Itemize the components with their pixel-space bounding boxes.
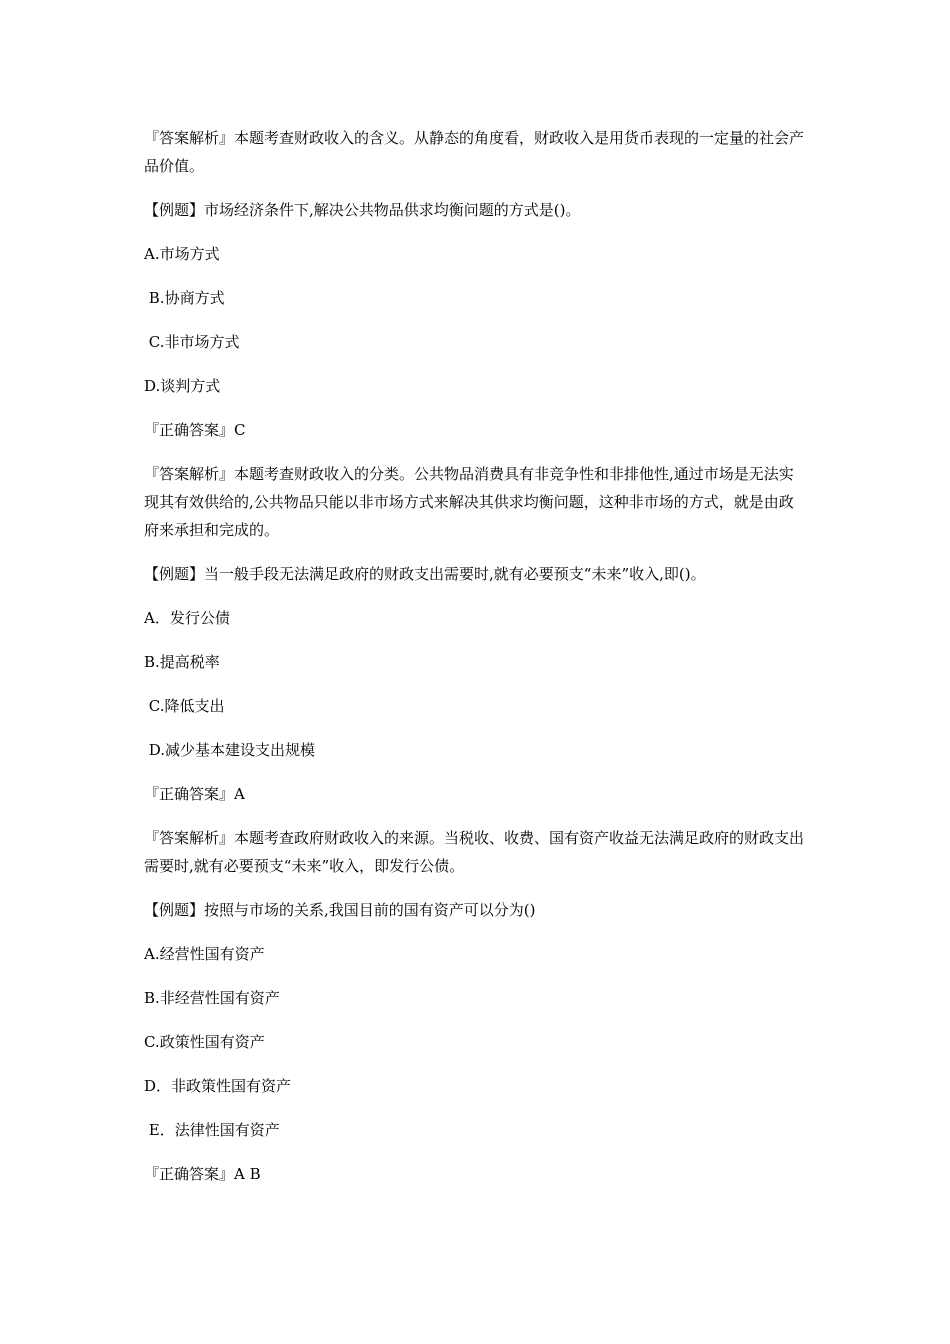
option-a-1: A.市场方式 (144, 245, 220, 263)
example-question-1: 【例题】市场经济条件下,解决公共物品供求均衡问题的方式是()。 (144, 201, 581, 219)
example-question-3: 【例题】按照与市场的关系,我国目前的国有资产可以分为() (144, 901, 536, 919)
option-d-1: D.谈判方式 (144, 377, 221, 395)
document-page (144, 124, 808, 1204)
option-c-3: C.政策性国有资产 (144, 1033, 265, 1051)
correct-answer-3: 『正确答案』A B (144, 1165, 261, 1183)
option-a-3: A.经营性国有资产 (144, 945, 265, 963)
correct-answer-2: 『正确答案』A (144, 785, 245, 803)
option-e-3: E．法律性国有资产 (144, 1121, 280, 1139)
answer-explanation-2: 『答案解析』本题考查财政收入的分类。公共物品消费具有非竞争性和非排他性,通过市场是无法实现其有效供给的,公共物品只能以非市场方式来解决其供求均衡问题，这种非市场的方式，就是由政府来承担和完成的。 (144, 465, 794, 539)
correct-answer-1: 『正确答案』C (144, 421, 246, 439)
option-d-3: D．非政策性国有资产 (144, 1077, 292, 1095)
example-question-2: 【例题】当一般手段无法满足政府的财政支出需要时,就有必要预支“未来”收入,即()。 (144, 565, 706, 583)
option-b-1: B.协商方式 (144, 289, 225, 307)
option-c-1: C.非市场方式 (144, 333, 240, 351)
option-a-2: A．发行公债 (144, 609, 230, 627)
option-b-2: B.提高税率 (144, 653, 220, 671)
answer-explanation-3: 『答案解析』本题考查政府财政收入的来源。当税收、收费、国有资产收益无法满足政府的财政支出需要时,就有必要预支“未来”收入，即发行公债。 (144, 829, 805, 875)
answer-explanation-1: 『答案解析』本题考查财政收入的含义。从静态的角度看，财政收入是用货币表现的一定量的社会产品价值。 (144, 129, 805, 175)
option-b-3: B.非经营性国有资产 (144, 989, 280, 1007)
option-d-2: D.减少基本建设支出规模 (144, 741, 316, 759)
option-c-2: C.降低支出 (144, 697, 225, 715)
